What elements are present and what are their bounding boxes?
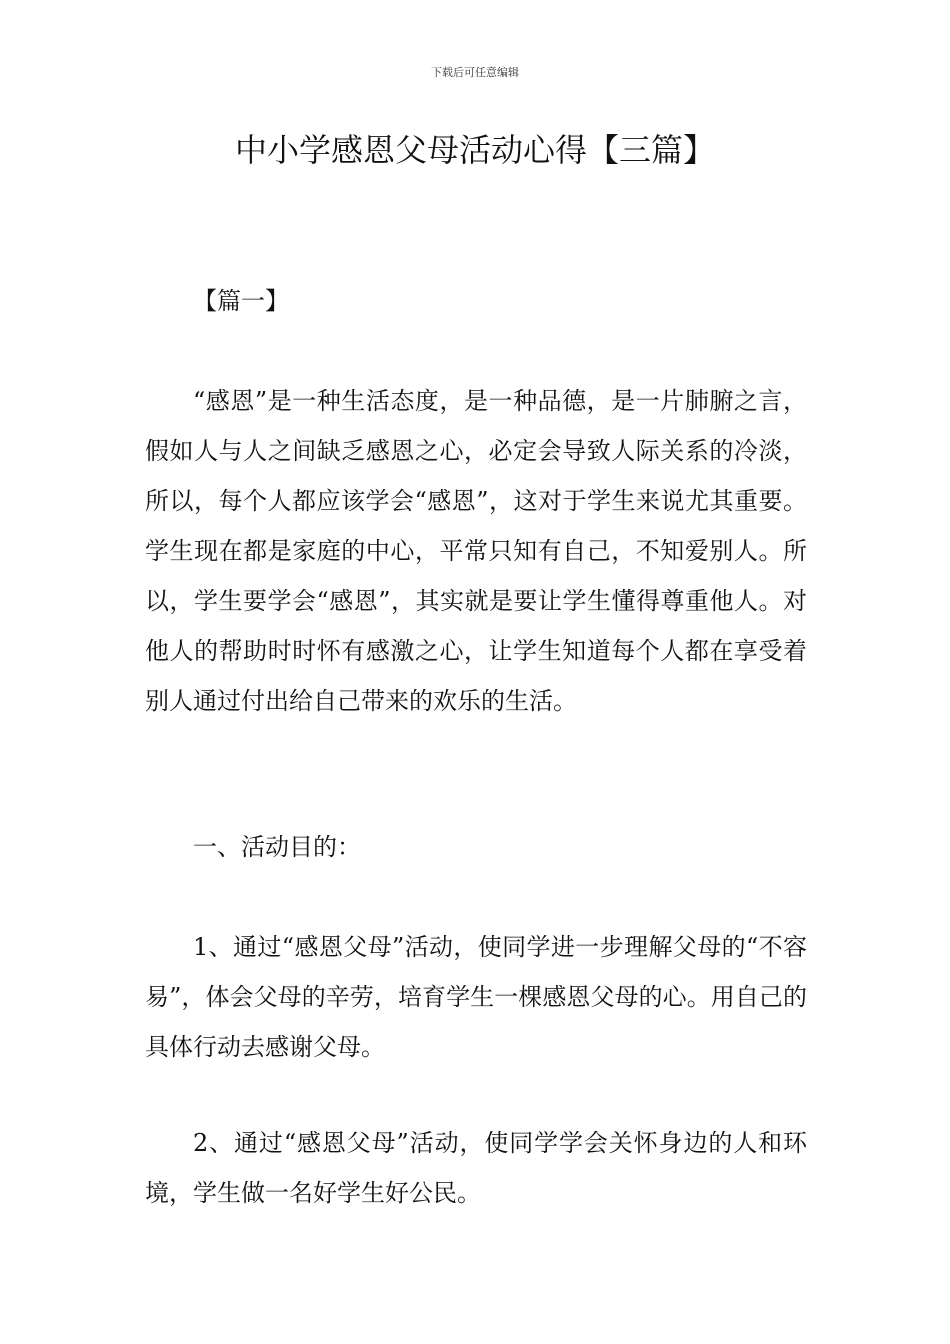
page-header-note: 下载后可任意编辑: [431, 66, 519, 79]
document-title: 中小学感恩父母活动心得【三篇】: [234, 131, 715, 169]
purpose-item-2: 2、通过“感恩父母”活动，使同学学会关怀身边的人和环境，学生做一名好学生好公民。: [145, 1129, 807, 1207]
purpose-item-1: 1、通过“感恩父母”活动，使同学进一步理解父母的“不容易”，体会父母的辛劳，培育学生一棵感恩父母的心。用自己的具体行动去感谢父母。: [145, 933, 807, 1061]
purpose-heading: 一、活动目的：: [193, 833, 361, 861]
intro-paragraph: “感恩”是一种生活态度，是一种品德，是一片肺腑之言，假如人与人之间缺乏感恩之心，必定会导致人际关系的冷淡，所以，每个人都应该学会“感恩”，这对于学生来说尤其重要。学生现在都是家庭的中心，平常只知有自己，不知爱别人。所以，学生要学会“感恩”，其实就是要让学生懂得尊重他人。对他人的帮助时时怀有感激之心，让学生知道每个人都在享受着别人通过付出给自己带来的欢乐的生活。: [145, 387, 807, 715]
section-label: 【篇一】: [193, 287, 289, 315]
